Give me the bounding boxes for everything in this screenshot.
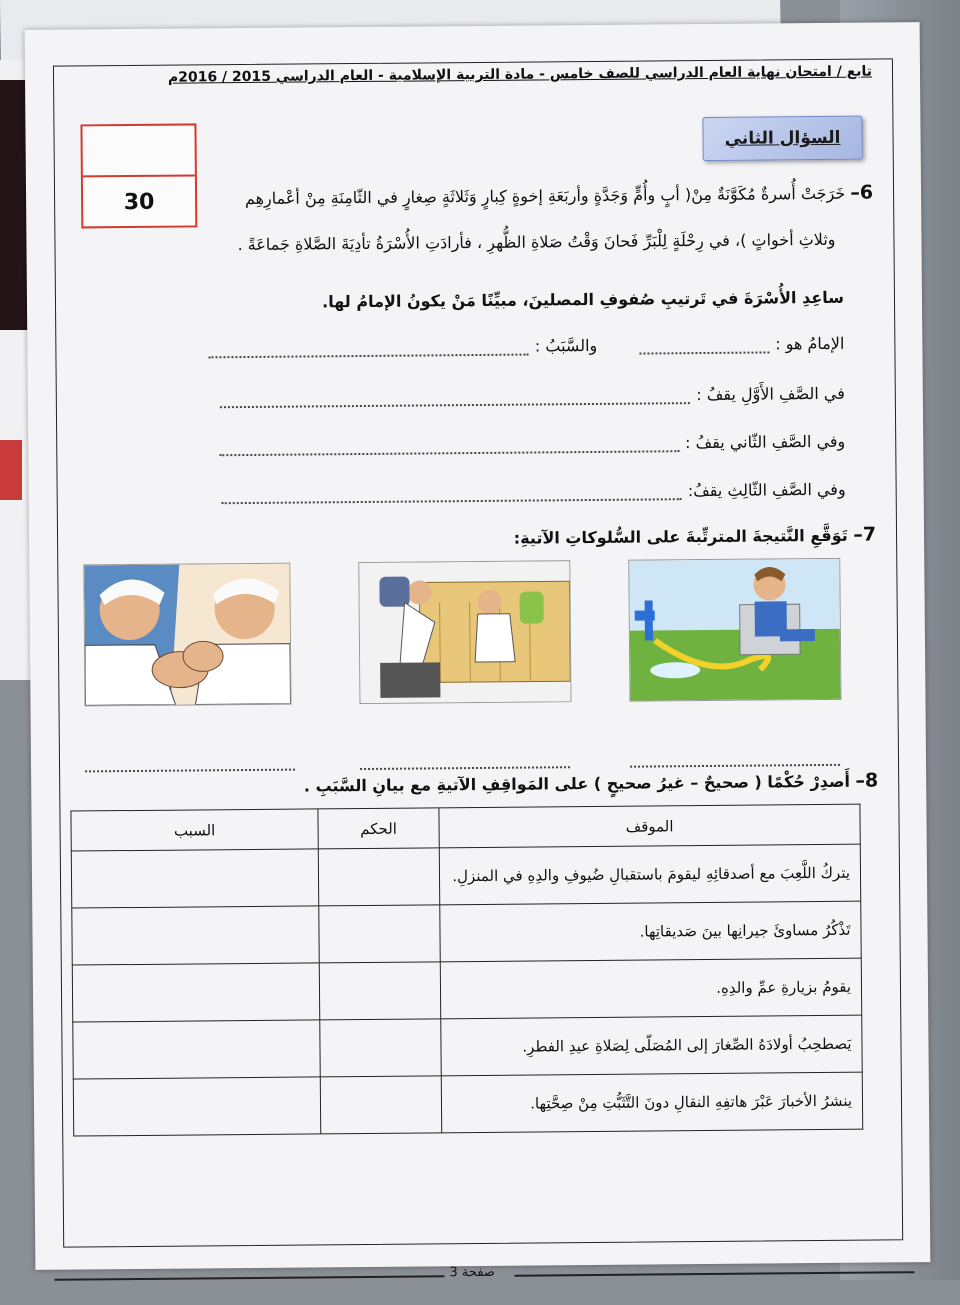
q8-number: 8– (855, 769, 879, 792)
table-row (72, 958, 861, 1022)
footer-rule-right (514, 1271, 914, 1276)
score-value: 30 (123, 189, 155, 215)
header-reason: السبب (71, 809, 318, 852)
result-line-water[interactable] (630, 752, 840, 768)
q6-number: 6– (850, 181, 874, 204)
q8-text: أَصدِرْ حُكْمًا ( صحيحٌ – غيرُ صحيحٍ ) على المَواقِفِ الآتيةِ مع بيانِ السَّبَبِ . (303, 771, 850, 796)
table-row (73, 1015, 862, 1079)
situation-cell: تَذْكُرُ مساوئَ جيرانِها بينَ صَديقاتِها. (440, 901, 861, 962)
result-line-climbing[interactable] (360, 754, 570, 770)
q6-line1 (245, 182, 873, 209)
page-frame (53, 58, 903, 1281)
exam-page (25, 22, 931, 1281)
imam-row (209, 334, 845, 359)
row2-label: وفي الصَّفِ الثّاني يقفُ : (685, 431, 846, 453)
table-row (72, 901, 861, 965)
row1-answer-line[interactable] (220, 390, 690, 408)
header-situation: الموقف (439, 804, 860, 848)
q6-text-line2: وثلاثِ أخواتٍ )، في رِحْلَةٍ لِلْبَرِّ فَحانَ وَقْتُ صَلاةِ الظُّهرِ ، فأرادَتِ الأُسْرَةُ تأدِيَةَ الصَّلاةِ جَماعَةً . (237, 229, 836, 255)
judgement-cell[interactable] (318, 848, 439, 906)
row3-field (222, 480, 846, 504)
q7-number: 7– (853, 523, 877, 546)
q7-text: تَوَقَّعِ النَّتيجةَ المترتِّبةَ على السُّلوكاتِ الآتيةِ: (513, 525, 848, 548)
q6-instruction: ساعِدِ الأُسْرَةَ في تَرتيبِ صُفوفِ المصلينَ، مبيِّنًا مَنْ يكونُ الإمامُ لها. (322, 287, 845, 312)
situation-cell: يَصطحِبُ أولادَهُ الصِّغارَ إلى المُصَلّى لِصَلاةِ عيدِ الفطرِ. (441, 1015, 862, 1076)
reason-cell[interactable] (71, 849, 318, 908)
wasting-water-illustration (628, 558, 841, 702)
situation-cell: يتركُ اللَّعِبَ مع أصدقائِهِ ليقومَ باستقبالِ ضُيوفِ والدِهِ في المنزلِ. (439, 845, 860, 906)
situation-cell: ينشرُ الأخبارَ عَبْرَ هاتفِهِ النقالِ دونَ التَّثَبُّتِ مِنْ صِحَّتِها. (441, 1072, 862, 1133)
q6-text-line1: خَرَجَتْ أُسرةٌ مُكَوَّنَةٌ مِنْ( أبٍ وأُمٍّ وَجَدَّةٍ وأربَعَةِ إخوةٍ كِبارٍ وَثَلاثَةٍ صِغارٍ في الثّامِنَةِ مِنْ أعْمارِهِم (244, 183, 846, 209)
reason-cell[interactable] (72, 963, 319, 1022)
table-row (71, 845, 860, 909)
result-line-fighting[interactable] (85, 757, 295, 773)
reason-cell[interactable] (73, 1020, 320, 1079)
reason-answer-line[interactable] (209, 342, 529, 359)
judgement-cell[interactable] (320, 1076, 441, 1134)
section-title: السؤال الثاني (702, 116, 862, 161)
table-row (73, 1072, 862, 1136)
reason-cell[interactable] (73, 1077, 320, 1136)
situation-cell: يقومُ بزيارةِ عمِّ والدِهِ. (440, 958, 861, 1019)
q8-line (304, 770, 878, 797)
reason-label: والسَّبَبُ : (534, 335, 598, 356)
fighting-boys-illustration (83, 563, 291, 707)
row1-label: في الصَّفِ الأَوَّلِ يقفُ : (696, 383, 845, 405)
row3-label: وفي الصَّفِ الثّالِثِ يقفُ: (687, 479, 846, 501)
table-header-row (71, 804, 860, 851)
judgement-table (70, 804, 863, 1137)
background-red-mark (0, 440, 22, 500)
row2-answer-line[interactable] (219, 438, 679, 456)
row1-field (220, 384, 845, 408)
score-box (80, 123, 197, 228)
page-number: صفحة 3 (449, 1264, 495, 1281)
page-footer (64, 1257, 902, 1304)
q7-line (514, 524, 876, 549)
imam-label: الإمامُ هو : (775, 333, 845, 354)
judgement-cell[interactable] (319, 905, 440, 963)
header-judgement: الحكم (318, 808, 439, 849)
imam-answer-line[interactable] (639, 339, 769, 354)
reason-cell[interactable] (72, 906, 319, 965)
row2-field (219, 432, 845, 456)
row3-answer-line[interactable] (222, 486, 682, 504)
climbing-wall-illustration (358, 560, 571, 704)
judgement-cell[interactable] (319, 962, 440, 1020)
exam-header: تابع / امتحان نهاية العام الدراسي للصف خامس - مادة التربية الإسلامية - العام الدراسي 2015 / 2016م (167, 63, 873, 86)
judgement-cell[interactable] (320, 1019, 441, 1077)
